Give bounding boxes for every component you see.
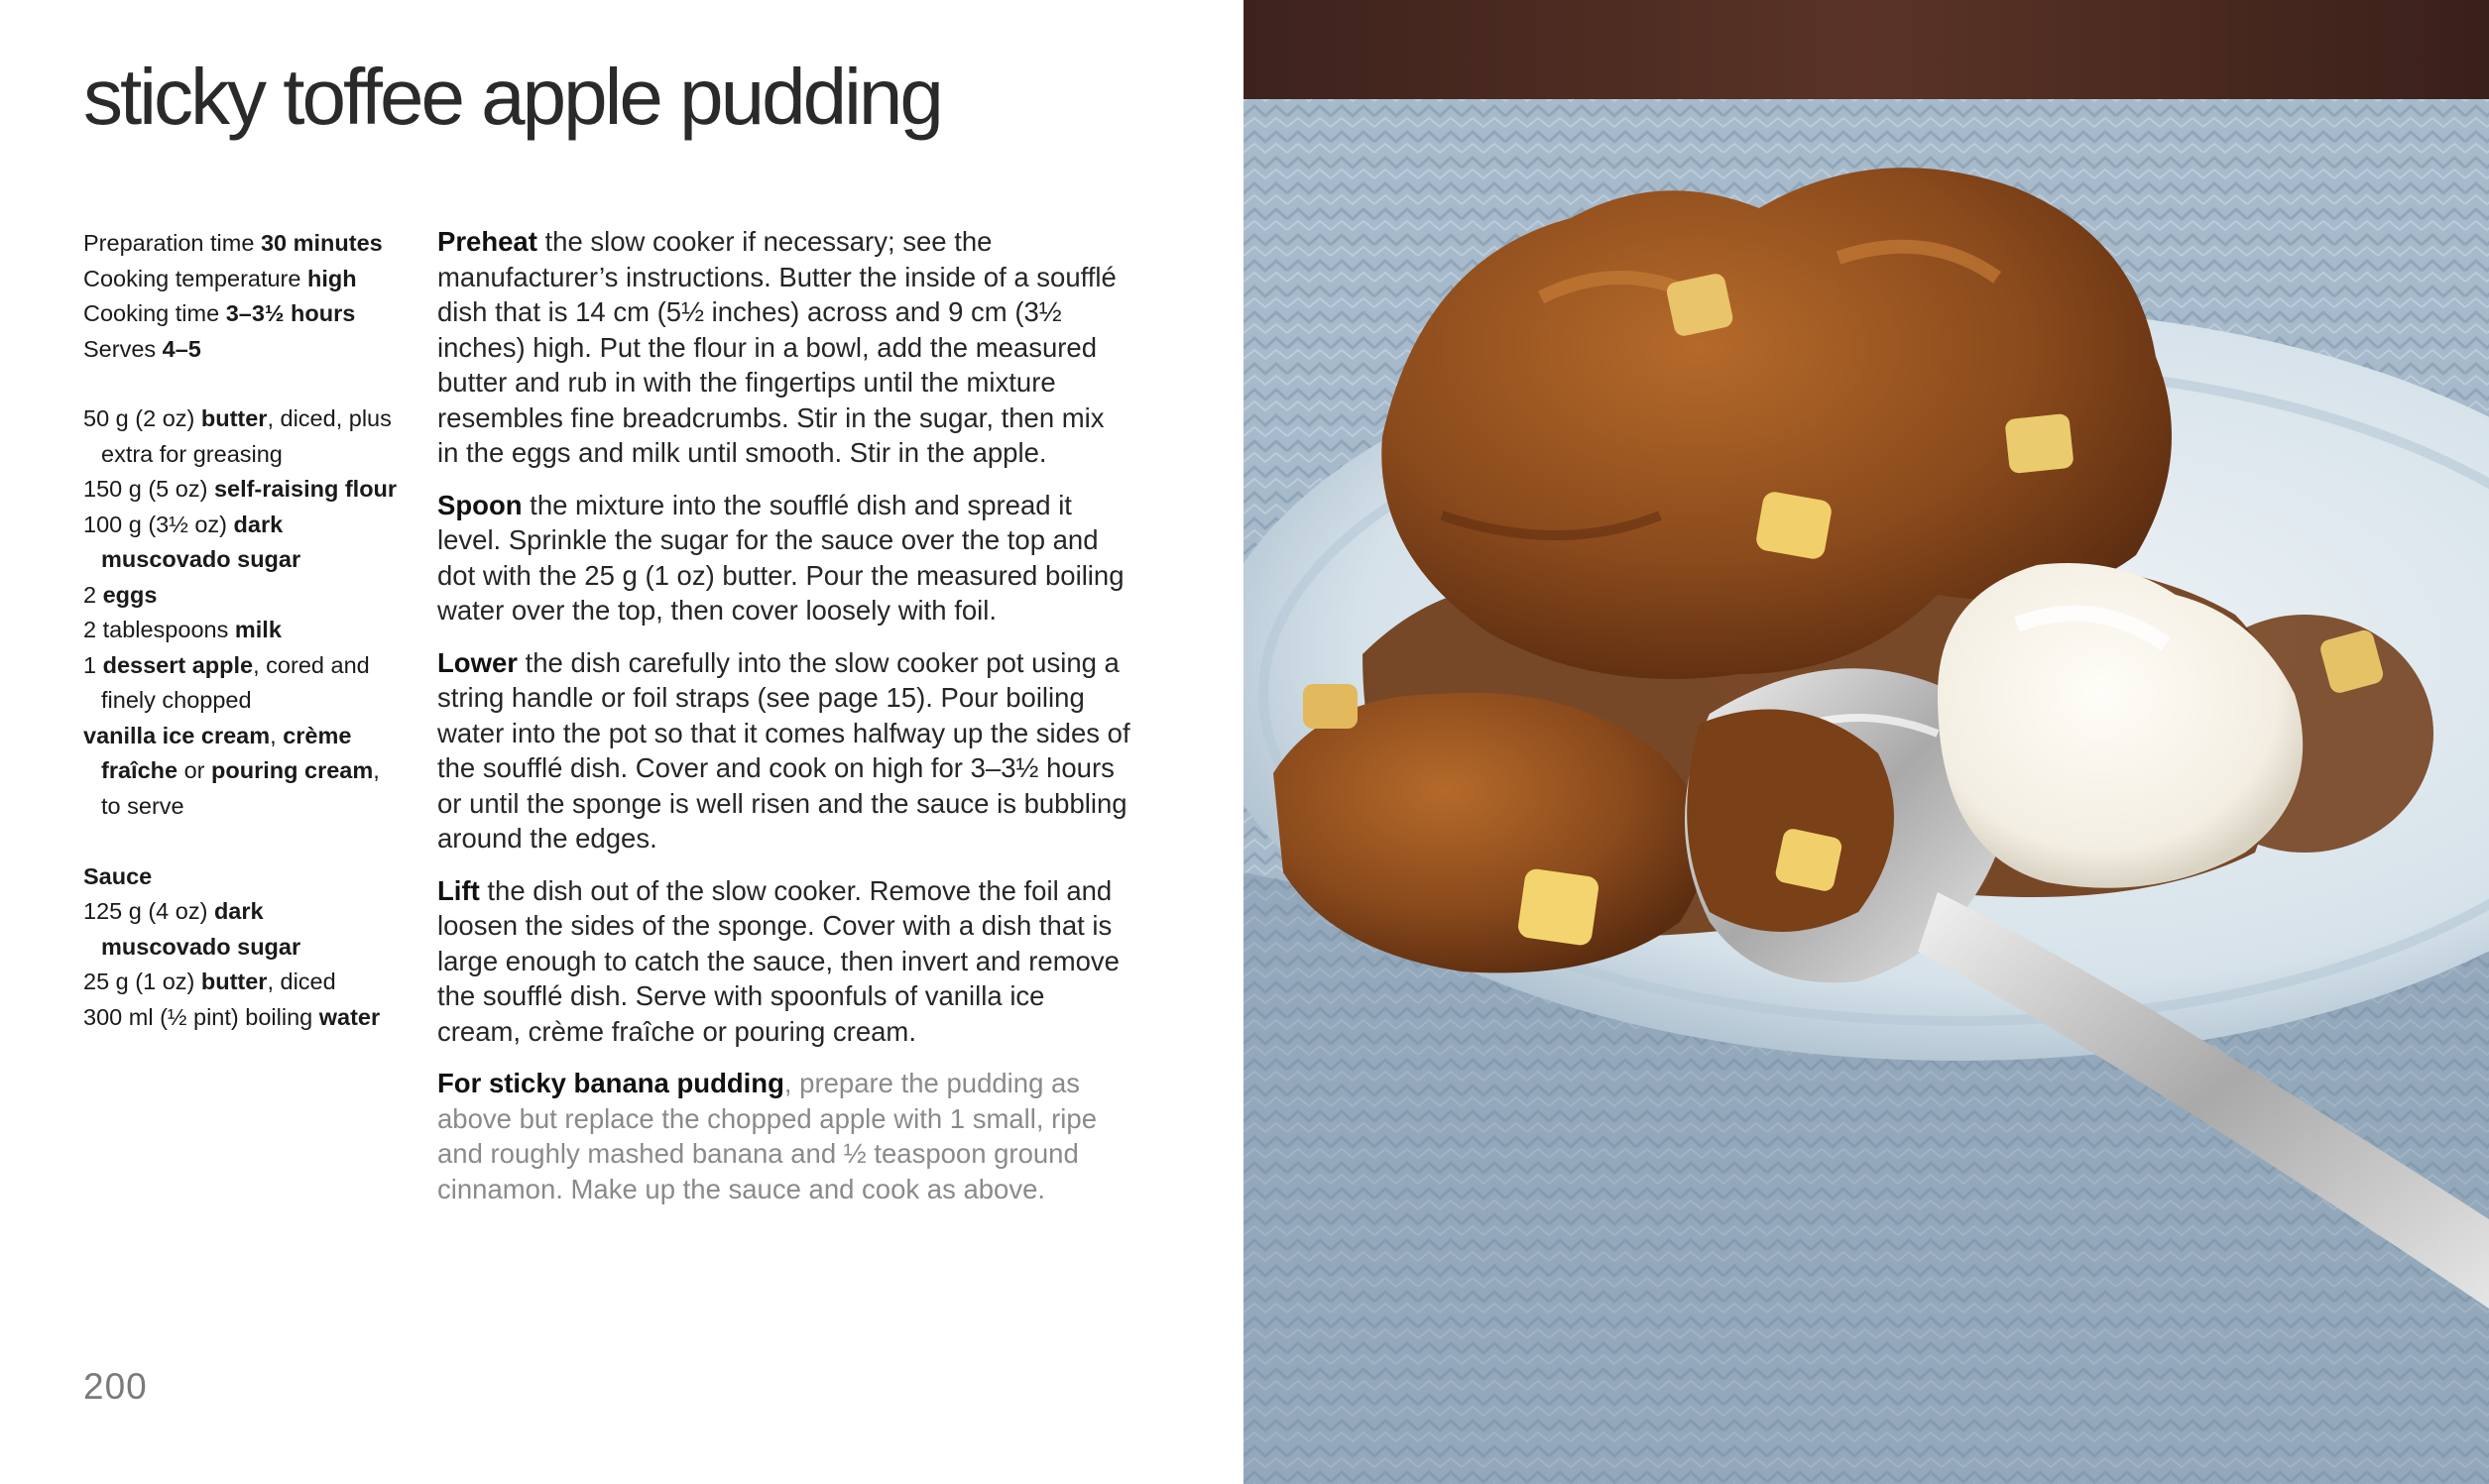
ingredient-serving: vanilla ice cream, crème fraîche or pouring cream, to serve — [83, 722, 380, 819]
recipe-page — [0, 0, 1244, 1484]
sauce-heading: Sauce — [83, 862, 153, 889]
sauce-ingredient-butter: 25 g (1 oz) butter, diced — [83, 969, 336, 994]
ingredient-milk: 2 tablespoons milk — [83, 617, 282, 642]
recipe-title: sticky toffee apple pudding — [83, 53, 941, 141]
page-number: 200 — [83, 1366, 148, 1407]
method-step: Preheat the slow cooker if necessary; see the manufacturer’s instructions. Butter the inside of a soufflé dish that is 14 cm (5½ inches) across and 9 cm (3½ inches) high. Put the flour in a bowl, add the measured butter and rub in with the fingertips until the mixture resembles fine breadcrumbs. Stir in the sugar, then mix in the eggs and milk until smooth. Stir in the apple. — [437, 226, 1117, 468]
pudding-photo — [1244, 0, 2489, 1484]
serves: Serves 4–5 — [83, 335, 201, 362]
ingredient-eggs: 2 eggs — [83, 581, 158, 608]
method-step: Lift the dish out of the slow cooker. Remove the foil and loosen the sides of the sponge. Cover with a dish that is large enough to catch the sauce, then invert and remove the soufflé dish. Serve with spoonfuls of vanilla ice cream, crème fraîche or pouring cream. — [437, 874, 1120, 1047]
prep-time: Preparation time 30 minutes — [83, 230, 383, 256]
cooking-time: Cooking time 3–3½ hours — [83, 300, 356, 326]
ingredient-apple: 1 dessert apple, cored and finely chopped — [83, 651, 370, 713]
recipe-meta — [83, 226, 411, 367]
sauce-ingredient-water: 300 ml (½ pint) boiling water — [83, 1003, 381, 1030]
method-steps — [437, 224, 1131, 1223]
method-step: Lower the dish carefully into the slow cooker pot using a string handle or foil straps (see page 15). Pour boiling water into the pot so that it comes halfway up the sides of the soufflé dish. Cover and cook on high for 3–3½ hours or until the sponge is well risen and the sauce is bubbling around the edges. — [437, 646, 1130, 854]
pudding-on-spoon — [1687, 709, 1894, 932]
ingredient-sugar: 100 g (3½ oz) dark muscovado sugar — [83, 511, 301, 572]
sauce-ingredient-sugar: 125 g (4 oz) dark muscovado sugar — [83, 898, 301, 960]
cooking-temperature: Cooking temperature high — [83, 265, 357, 291]
method-step: Spoon the mixture into the soufflé dish and spread it level. Sprinkle the sugar for the sauce over the top and dot with the 25 g (1 oz) butter. Pour the measured boiling water over the top, then cover loosely with foil. — [437, 489, 1125, 626]
variation-note: For sticky banana pudding, prepare the pudding as above but replace the chopped apple with 1 small, ripe and roughly mashed banana and ½ teaspoon ground cinnamon. Make up the sauce and cook as above. — [437, 1068, 1098, 1204]
ingredient-butter: 50 g (2 oz) butter, diced, plus extra for greasing — [83, 405, 392, 467]
ingredient-flour: 150 g (5 oz) self-raising flour — [83, 476, 398, 502]
ingredients-list — [83, 401, 411, 1035]
